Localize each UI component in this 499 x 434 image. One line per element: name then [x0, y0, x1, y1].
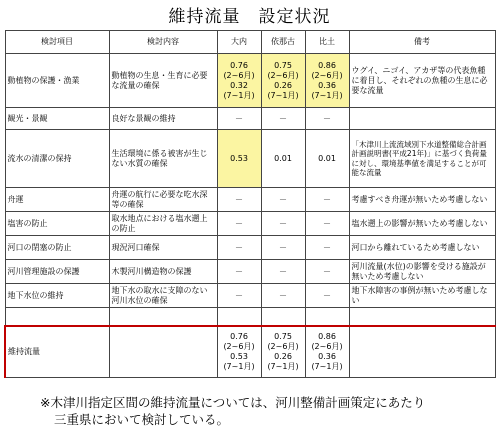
row-remarks: [349, 108, 495, 130]
row-value-col3: 0.01: [305, 130, 349, 188]
row-value-col2: 0.01: [261, 130, 305, 188]
row-remarks: [349, 308, 495, 326]
footnote-line-1: ※木津川指定区間の維持流量については、河川整備計画策定にあたり: [40, 395, 426, 410]
row-content: [109, 308, 217, 326]
row-item: 河口の閉塞の防止: [5, 236, 109, 260]
row-value-col1: 0.76 (2~6月) 0.32 (7~1月): [217, 54, 261, 108]
row-value-col2: －: [261, 108, 305, 130]
row-item: 地下水位の維持: [5, 284, 109, 308]
row-value-col3: 0.86 (2~6月) 0.36 (7~1月): [305, 54, 349, 108]
row-content: 生活環境に係る被害が生じない水質の確保: [109, 130, 217, 188]
row-remarks: 塩水遡上の影響が無いため考慮しない: [349, 212, 495, 236]
header-col2: 依那古: [261, 31, 305, 54]
table-row: [5, 188, 495, 212]
header-item: 検討項目: [5, 31, 109, 54]
row-value-col2: [261, 308, 305, 326]
total-remarks: [349, 326, 495, 378]
row-value-col1: －: [217, 236, 261, 260]
row-value-col2: －: [261, 260, 305, 284]
maintenance-flow-table: [4, 30, 496, 378]
row-remarks: 地下水障害の事例が無いため考慮しない: [349, 284, 495, 308]
row-item: 河川管理施設の保護: [5, 260, 109, 284]
row-value-col3: －: [305, 108, 349, 130]
row-item: 舟運: [5, 188, 109, 212]
row-value-col1: －: [217, 284, 261, 308]
row-value-col3: －: [305, 212, 349, 236]
table-row-empty: [5, 308, 495, 326]
row-remarks: 河川流量(水位)の影響を受ける施設が無いため考慮しない: [349, 260, 495, 284]
row-value-col1: －: [217, 212, 261, 236]
row-content: 地下水の取水に支障のない河川水位の確保: [109, 284, 217, 308]
row-value-col2: 0.75 (2~6月) 0.26 (7~1月): [261, 54, 305, 108]
row-content: 良好な景観の維持: [109, 108, 217, 130]
row-value-col1: 0.53: [217, 130, 261, 188]
table-row: [5, 284, 495, 308]
table-row: [5, 130, 495, 188]
total-value-col2: 0.75 (2~6月) 0.26 (7~1月): [261, 326, 305, 378]
row-content: 動植物の生息・生育に必要な流量の確保: [109, 54, 217, 108]
header-col3: 比土: [305, 31, 349, 54]
footnote-line-2: 三重県において検討している。: [54, 412, 230, 427]
row-value-col3: －: [305, 236, 349, 260]
header-remarks: 備考: [349, 31, 495, 54]
row-remarks: 「木津川上流流域別下水道整備総合計画 計画説明書(平成21年)」に基づく負荷量に対し、環境基準値を満足することが可能な流量: [349, 130, 495, 188]
row-item: [5, 308, 109, 326]
row-value-col2: －: [261, 188, 305, 212]
row-value-col2: －: [261, 236, 305, 260]
row-item: 観光・景観: [5, 108, 109, 130]
table-row: [5, 236, 495, 260]
row-value-col1: －: [217, 260, 261, 284]
header-row: [5, 31, 495, 54]
row-content: 取水地点における塩水遡上の防止: [109, 212, 217, 236]
total-item: 維持流量: [5, 326, 109, 378]
row-value-col3: －: [305, 284, 349, 308]
row-remarks: ウグイ、ニゴイ、アカザ等の代表魚種に着目し、それぞれの魚種の生息に必要な流量: [349, 54, 495, 108]
row-remarks: 考慮すべき舟運が無いため考慮しない: [349, 188, 495, 212]
row-value-col3: [305, 308, 349, 326]
row-item: 流水の清潔の保持: [5, 130, 109, 188]
row-item: 動植物の保護・漁業: [5, 54, 109, 108]
total-row: [5, 326, 495, 378]
header-content: 検討内容: [109, 31, 217, 54]
total-content: [109, 326, 217, 378]
row-value-col1: －: [217, 188, 261, 212]
row-content: 舟運の航行に必要な吃水深等の確保: [109, 188, 217, 212]
table-row: [5, 260, 495, 284]
table-row: [5, 108, 495, 130]
row-value-col2: －: [261, 212, 305, 236]
row-content: 現況河口確保: [109, 236, 217, 260]
total-value-col1: 0.76 (2~6月) 0.53 (7~1月): [217, 326, 261, 378]
page-title: 維持流量 設定状況: [168, 7, 331, 27]
row-value-col1: [217, 308, 261, 326]
row-value-col3: －: [305, 260, 349, 284]
row-remarks: 河口から離れているため考慮しない: [349, 236, 495, 260]
row-content: 木製河川構造物の保護: [109, 260, 217, 284]
total-value-col3: 0.86 (2~6月) 0.36 (7~1月): [305, 326, 349, 378]
row-value-col3: －: [305, 188, 349, 212]
table-row: [5, 212, 495, 236]
header-col1: 大内: [217, 31, 261, 54]
row-value-col1: －: [217, 108, 261, 130]
row-value-col2: －: [261, 284, 305, 308]
row-item: 塩害の防止: [5, 212, 109, 236]
table-row: [5, 54, 495, 108]
footnote: [40, 394, 480, 428]
